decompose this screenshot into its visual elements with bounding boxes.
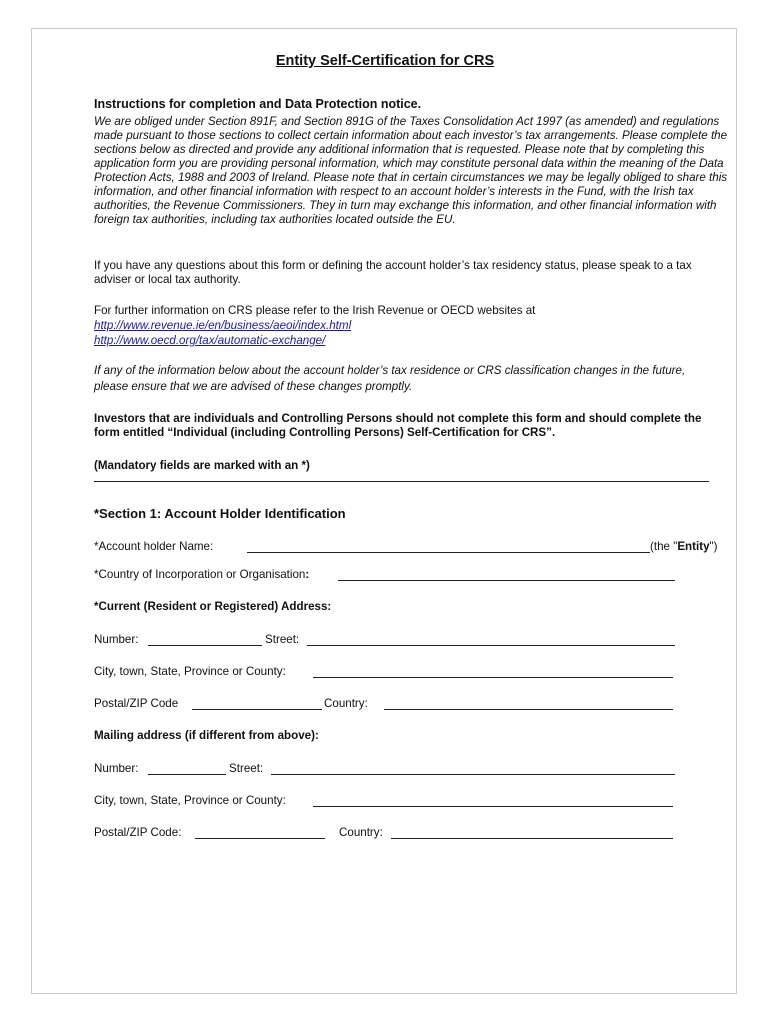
postal-field[interactable] (192, 709, 322, 710)
further-info-paragraph: For further information on CRS please refer to the Irish Revenue or OECD websites at (94, 304, 536, 317)
changes-notice: If any of the information below about the account holder’s tax residence or CRS classification changes in the future, please ensure that we are advised of these changes promptly. (94, 364, 686, 393)
section-1-title (94, 506, 346, 521)
instructions-heading: Instructions for completion and Data Protection notice. (94, 97, 422, 111)
country-incorporation-field[interactable] (338, 580, 675, 581)
country-incorporation-text: *Country of Incorporation or Organisation (94, 568, 306, 581)
entity-suffix-post: ") (709, 540, 718, 553)
country-incorporation-label (94, 568, 309, 581)
street-field[interactable] (307, 645, 675, 646)
country-label: Country: (324, 697, 368, 710)
questions-paragraph: If you have any questions about this form or defining the account holder’s tax residency status, please speak to a tax adviser or local tax authority. (94, 259, 692, 286)
document-page (31, 28, 737, 994)
entity-suffix-pre: (the " (650, 540, 678, 553)
account-holder-label: *Account holder Name: (94, 540, 214, 553)
page-title: Entity Self-Certification for CRS (275, 53, 495, 69)
mailing-address-heading: Mailing address (if different from above): (94, 729, 319, 742)
mail-city-label: City, town, State, Province or County: (94, 794, 286, 807)
city-label: City, town, State, Province or County: (94, 665, 286, 678)
individuals-notice: Investors that are individuals and Controlling Persons should not complete this form and should complete the form entitled “Individual (including Controlling Persons) Self-Certification for CRS”. (94, 412, 702, 439)
section-1-label: *Section 1 (94, 506, 157, 521)
current-address-heading: *Current (Resident or Registered) Address: (94, 600, 332, 613)
street-label: Street: (265, 633, 300, 646)
number-field[interactable] (148, 645, 262, 646)
mail-number-label: Number: (94, 762, 139, 775)
mail-postal-label: Postal/ZIP Code: (94, 826, 182, 839)
mail-country-label: Country: (339, 826, 383, 839)
section-divider (94, 481, 709, 482)
entity-suffix-bold: Entity (677, 540, 710, 553)
number-label: Number: (94, 633, 139, 646)
mail-number-field[interactable] (148, 774, 226, 775)
country-incorporation-colon: : (305, 568, 310, 581)
revenue-link[interactable]: http://www.revenue.ie/en/business/aeoi/index.html (94, 319, 352, 332)
mail-city-field[interactable] (313, 806, 673, 807)
mail-postal-field[interactable] (195, 838, 325, 839)
city-field[interactable] (313, 677, 673, 678)
country-field[interactable] (384, 709, 673, 710)
entity-suffix (650, 540, 718, 553)
account-holder-name-field[interactable] (247, 552, 650, 553)
data-protection-notice: We are obliged under Section 891F, and Section 891G of the Taxes Consolidation Act 1997 (as amended) and regulations made pursuant to those sections to collect certain information about each investor’s tax arrangements. Please complete the sections below as directed and provide any additional information that is requested. Please note that by completing this application form you are providing personal information, which may constitute personal data within the meaning of the Data Protection Acts, 1988 and 2003 of Ireland. Please note that in certain circumstances we may be legally obliged to share this information, and other financial information with respect to an account holder’s interests in the Fund, with the Irish tax authorities, the Revenue Commissioners. They in turn may exchange this information, and other financial information with foreign tax authorities, including tax authorities located outside the EU. (94, 115, 728, 226)
oecd-link[interactable]: http://www.oecd.org/tax/automatic-exchange/ (94, 334, 326, 347)
mail-street-label: Street: (229, 762, 264, 775)
mandatory-note: (Mandatory fields are marked with an *) (94, 459, 310, 472)
section-1-heading-rest: : Account Holder Identification (156, 506, 346, 521)
mail-street-field[interactable] (271, 774, 675, 775)
mail-country-field[interactable] (391, 838, 673, 839)
postal-label: Postal/ZIP Code (94, 697, 179, 710)
